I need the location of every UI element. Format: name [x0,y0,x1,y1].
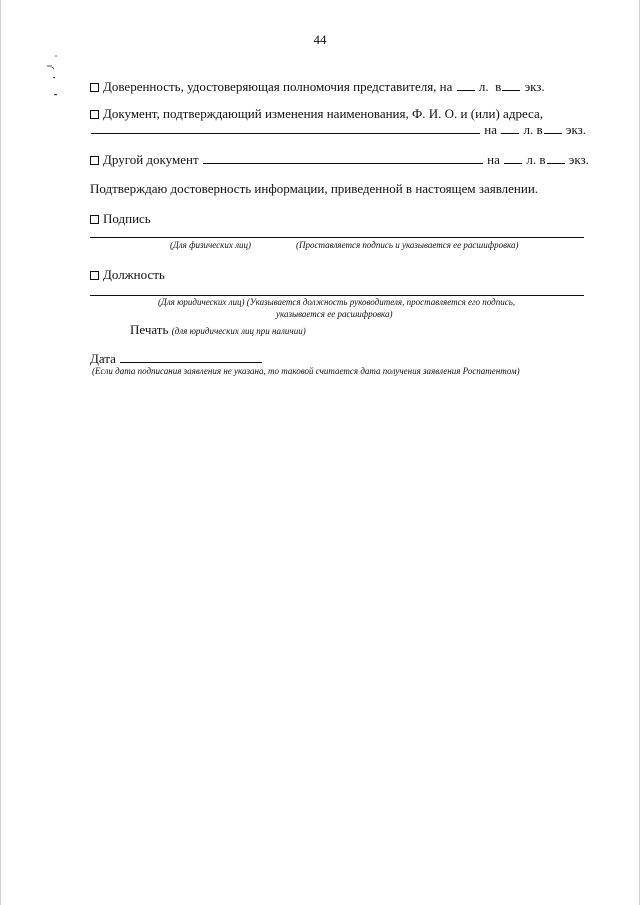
position-checkbox[interactable] [90,271,99,280]
signature-note-explanation: (Проставляется подпись и указывается ее расшифровка) [296,240,519,250]
copies-unit-label: экз. [568,152,589,167]
page-number: 44 [313,32,327,47]
copies-unit-label: экз. [524,79,545,94]
signature-row [90,211,151,227]
position-label: Должность [103,267,165,282]
item-name-change [90,106,543,122]
position-row [90,267,165,283]
name-change-copies-field[interactable] [544,121,562,134]
item-other-document [90,151,589,168]
signature-line[interactable] [90,237,584,238]
date-field[interactable] [120,350,262,363]
on-word-label: на [484,122,497,137]
name-change-label: Документ, подтверждающий изменения наименования, Ф. И. О. и (или) адреса, [103,106,543,121]
page-edge-left [0,0,1,905]
signature-label: Подпись [103,211,151,226]
other-document-label: Другой документ [103,152,199,167]
pages-unit-label: л. [478,79,489,94]
other-document-pages-field[interactable] [504,151,522,164]
name-change-checkbox[interactable] [90,110,99,119]
stamp-note: (для юридических лиц при наличии) [171,326,306,336]
name-change-pages-field[interactable] [501,121,519,134]
item-name-change-line2 [90,121,586,138]
power-of-attorney-label: Доверенность, удостоверяющая полномочия представителя, на [103,79,453,94]
other-document-copies-field[interactable] [547,151,565,164]
signature-note-individuals: (Для физических лиц) [170,240,252,250]
item-power-of-attorney [90,78,545,95]
stamp-row [130,322,306,339]
position-note-line1: (Для юридических лиц) (Указывается должность руководителя, проставляется его подпись, [158,297,516,307]
other-document-checkbox[interactable] [90,156,99,165]
copies-unit-label: экз. [565,122,586,137]
power-of-attorney-copies-field[interactable] [502,78,520,91]
signature-checkbox[interactable] [90,215,99,224]
other-document-field[interactable] [203,151,483,164]
confirmation-text: Подтверждаю достоверность информации, приведенной в настоящем заявлении. [90,181,539,196]
pages-unit-label: л. в [523,122,543,137]
power-of-attorney-checkbox[interactable] [90,83,99,92]
scan-specks [44,50,64,100]
position-line[interactable] [90,295,584,296]
date-note: (Если дата подписания заявления не указана, то таковой считается дата получения заявления Роспатентом) [92,366,520,376]
pages-unit-label: л. в [526,152,546,167]
date-row [90,350,263,367]
name-change-details-field[interactable] [91,121,480,134]
power-of-attorney-pages-field[interactable] [457,78,475,91]
position-note-line2: указывается ее расшифровка) [276,309,393,319]
on-word-label: на [487,152,500,167]
date-label: Дата [90,351,116,366]
in-word-label: в [495,79,502,94]
stamp-label: Печать [130,322,169,337]
